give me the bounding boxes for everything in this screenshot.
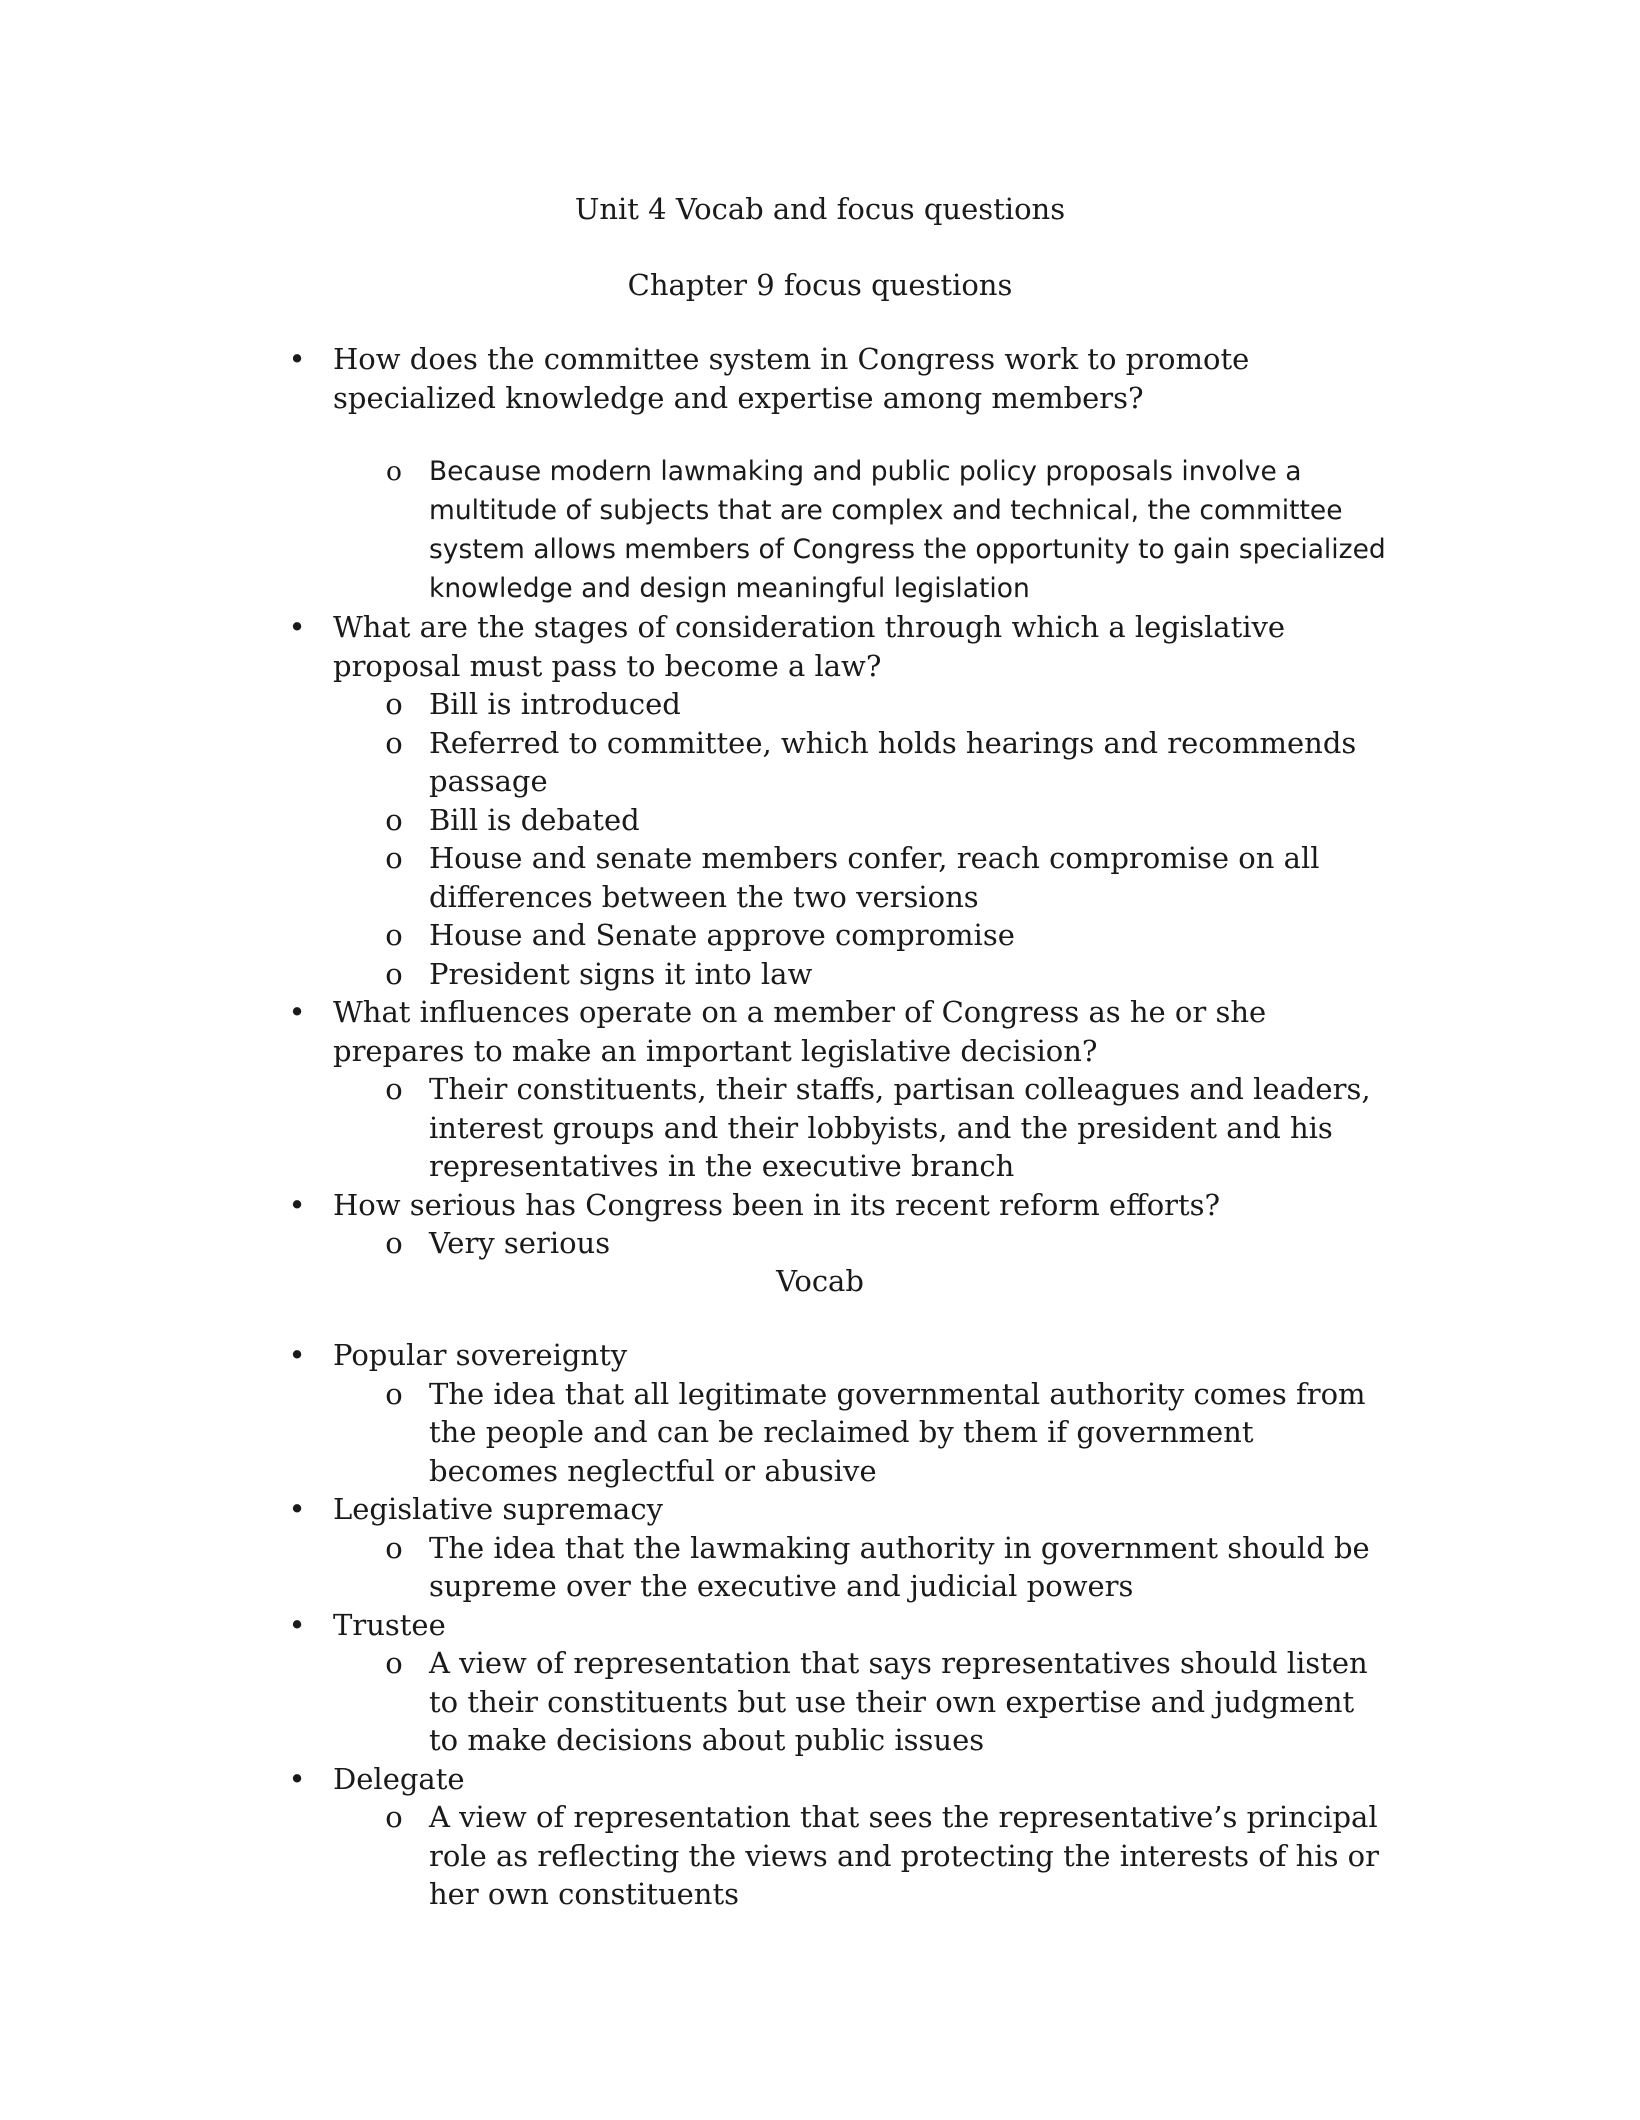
answer-text: House and senate members confer, reach compromise on all differences between the two versions bbox=[429, 841, 1320, 914]
vocab-term bbox=[288, 1760, 1378, 1799]
definition-text: A view of representation that says representatives should listen to their constituents but use their own expertise and judgment to make decisions about public issues bbox=[429, 1646, 1368, 1757]
vocab-heading: Vocab bbox=[776, 1264, 864, 1298]
bullet-icon: • bbox=[288, 1492, 306, 1526]
sub-bullet-icon: o bbox=[385, 1646, 403, 1680]
question-text: What are the stages of consideration through which a legislative proposal must pass to become a law? bbox=[333, 610, 1286, 683]
answer-item bbox=[385, 801, 1389, 840]
term-text: Delegate bbox=[333, 1761, 465, 1796]
answer-text: House and Senate approve compromise bbox=[429, 918, 1015, 952]
bullet-icon: • bbox=[288, 342, 306, 376]
answer-text: Very serious bbox=[429, 1226, 611, 1260]
answer-item bbox=[385, 955, 1389, 994]
question-text: How serious has Congress been in its recent reform efforts? bbox=[333, 1187, 1221, 1222]
answer-text: Referred to committee, which holds hearings and recommends passage bbox=[429, 725, 1357, 798]
definition-text: The idea that all legitimate governmental authority comes from the people and can be reclaimed by them if government becomes neglectful or abusive bbox=[429, 1376, 1366, 1488]
answer-text: Bill is introduced bbox=[429, 687, 681, 721]
vocab-definition bbox=[385, 1529, 1389, 1606]
sub-bullet-icon: o bbox=[386, 456, 402, 487]
question-item bbox=[288, 340, 1378, 417]
question-item bbox=[288, 608, 1378, 685]
bullet-icon: • bbox=[288, 1338, 306, 1372]
sub-bullet-icon: o bbox=[385, 802, 403, 837]
answer-item bbox=[385, 916, 1389, 955]
vocab-term bbox=[288, 1336, 1378, 1375]
answer-text: Because modern lawmaking and public policy proposals involve a multitude of subjects that are complex and technical, the committee system allows members of Congress the opportunity to gain specialized knowledge and design meaningful legislation bbox=[429, 456, 1386, 604]
document-subtitle: Chapter 9 focus questions bbox=[627, 268, 1013, 302]
vocab-definition bbox=[385, 1798, 1389, 1914]
question-text: What influences operate on a member of Congress as he or she prepares to make an important legislative decision? bbox=[333, 995, 1267, 1068]
sub-bullet-icon: o bbox=[385, 1800, 403, 1834]
focus-questions-list bbox=[0, 340, 1640, 1263]
term-text: Legislative supremacy bbox=[333, 1492, 663, 1526]
term-text: Trustee bbox=[333, 1607, 446, 1642]
answer-text: Bill is debated bbox=[429, 802, 640, 837]
definition-text: The idea that the lawmaking authority in government should be supreme over the executive and judicial powers bbox=[429, 1530, 1370, 1603]
bullet-icon: • bbox=[288, 610, 306, 644]
bullet-icon: • bbox=[288, 1761, 306, 1796]
answer-item bbox=[385, 839, 1389, 916]
bullet-icon: • bbox=[288, 995, 306, 1029]
question-text: How does the committee system in Congress work to promote specialized knowledge and expertise among members? bbox=[333, 342, 1250, 415]
vocab-definition bbox=[385, 1644, 1389, 1760]
sub-bullet-icon: o bbox=[385, 918, 403, 952]
vocab-list bbox=[0, 1336, 1640, 1914]
vocab-term bbox=[288, 1606, 1378, 1645]
sub-bullet-icon: o bbox=[385, 687, 403, 721]
answer-item bbox=[385, 1070, 1389, 1186]
vocab-term bbox=[288, 1490, 1378, 1529]
answer-item bbox=[385, 1224, 1389, 1263]
definition-text: A view of representation that sees the representative’s principal role as reflecting the views and protecting the interests of his or her own constituents bbox=[429, 1800, 1379, 1911]
answer-text: Their constituents, their staffs, partisan colleagues and leaders, interest groups and their lobbyists, and the president and his representatives in the executive branch bbox=[429, 1072, 1371, 1183]
sub-bullet-icon: o bbox=[385, 1072, 403, 1106]
document-title: Unit 4 Vocab and focus questions bbox=[574, 192, 1066, 226]
sub-bullet-icon: o bbox=[385, 725, 403, 760]
sub-bullet-icon: o bbox=[385, 956, 403, 991]
answer-item bbox=[386, 452, 1389, 608]
question-item bbox=[288, 1186, 1378, 1225]
bullet-icon: • bbox=[288, 1187, 306, 1222]
sub-bullet-icon: o bbox=[385, 1226, 403, 1260]
answer-text: President signs it into law bbox=[429, 956, 813, 991]
vocab-definition bbox=[385, 1375, 1389, 1491]
term-text: Popular sovereignty bbox=[333, 1338, 628, 1372]
question-item bbox=[288, 993, 1378, 1070]
sub-bullet-icon: o bbox=[385, 841, 403, 875]
sub-bullet-icon: o bbox=[385, 1376, 403, 1411]
bullet-icon: • bbox=[288, 1607, 306, 1642]
answer-item bbox=[385, 724, 1389, 801]
sub-bullet-icon: o bbox=[385, 1530, 403, 1565]
answer-item bbox=[385, 685, 1389, 724]
